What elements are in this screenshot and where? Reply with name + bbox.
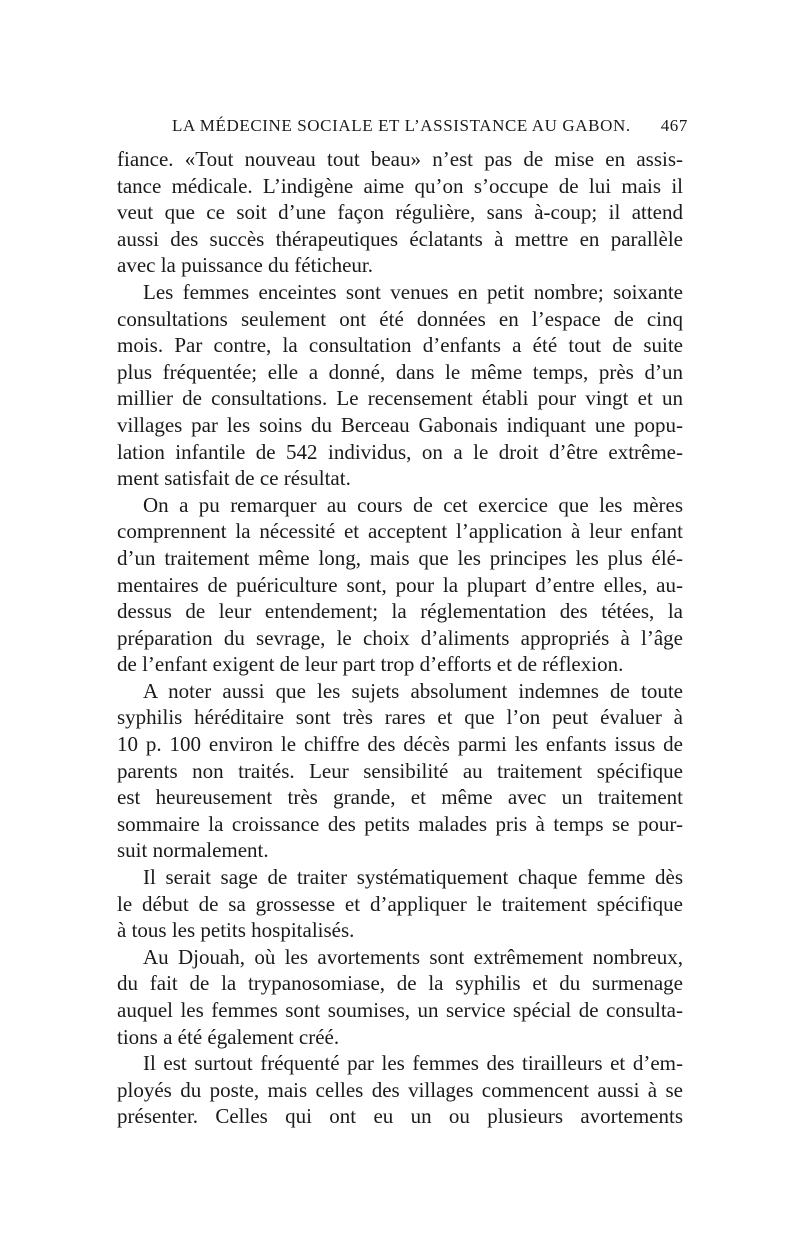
text-line: du fait de la trypanosomiase, de la syphilis et du surmenage: [117, 971, 683, 996]
text-line: sommaire la croissance des petits malades pris à temps se pour-: [117, 811, 683, 836]
text-line: A noter aussi que les sujets absolument indemnes de toute: [143, 678, 683, 703]
text-line: Au Djouah, où les avortements sont extrêmement nombreux,: [143, 944, 683, 969]
text-line: présenter. Celles qui ont eu un ou plusieurs avortements: [117, 1104, 683, 1129]
text-line: 10 p. 100 environ le chiffre des décès parmi les enfants issus de: [117, 732, 683, 757]
text-line: fiance. «Tout nouveau tout beau» n’est pas de mise en assis-: [117, 147, 683, 171]
text-line: d’un traitement même long, mais que les principes les plus élé-: [117, 545, 683, 570]
text-line: mentaires de puériculture sont, pour la plupart d’entre elles, au-: [117, 572, 683, 597]
text-line: Il serait sage de traiter systématiquement chaque femme dès: [143, 865, 683, 890]
text-line: de l’enfant exigent de leur part trop d’efforts et de réflexion.: [117, 652, 624, 677]
text-line: millier de consultations. Le recensement établi pour vingt et un: [117, 386, 683, 411]
text-line: veut que ce soit d’une façon régulière, sans à-coup; il attend: [117, 200, 683, 225]
text-line: consultations seulement ont été données en l’espace de cinq: [117, 306, 683, 331]
text-line: Il est surtout fréquenté par les femmes des tirailleurs et d’em-: [143, 1051, 683, 1076]
text-line: mois. Par contre, la consultation d’enfants a été tout de suite: [117, 333, 683, 358]
text-line: plus fréquentée; elle a donné, dans le même temps, près d’un: [117, 359, 683, 384]
text-line: tance médicale. L’indigène aime qu’on s’occupe de lui mais il: [117, 173, 683, 198]
text-line: ment satisfait de ce résultat.: [117, 466, 351, 491]
text-line: le début de sa grossesse et d’appliquer le traitement spécifique: [117, 891, 683, 916]
page-number: 467: [660, 116, 688, 135]
text-line: ployés du poste, mais celles des villages commencent aussi à se: [117, 1077, 683, 1102]
text-line: auquel les femmes sont soumises, un service spécial de consulta-: [117, 998, 683, 1022]
text-line: à tous les petits hospitalisés.: [117, 918, 355, 943]
text-line: lation infantile de 542 individus, on a le droit d’être extrême-: [117, 439, 683, 464]
text-line: préparation du sevrage, le choix d’aliments appropriés à l’âge: [117, 625, 683, 650]
text-line: syphilis héréditaire sont très rares et que l’on peut évaluer à: [117, 705, 683, 730]
text-line: comprennent la nécessité et acceptent l’application à leur enfant: [117, 519, 683, 544]
text-line: est heureusement très grande, et même avec un traitement: [117, 785, 683, 810]
text-line: On a pu remarquer au cours de cet exercice que les mères: [143, 492, 683, 517]
text-line: villages par les soins du Berceau Gabonais indiquant une popu-: [117, 412, 683, 437]
running-header: [150, 116, 688, 140]
body-text: [117, 146, 683, 1130]
text-line: tions a été également créé.: [117, 1024, 340, 1049]
text-line: parents non traités. Leur sensibilité au traitement spécifique: [117, 758, 683, 783]
text-line: Les femmes enceintes sont venues en petit nombre; soixante: [143, 279, 683, 304]
text-line: suit normalement.: [117, 838, 269, 863]
text-line: aussi des succès thérapeutiques éclatants à mettre en parallèle: [117, 226, 683, 251]
text-line: avec la puissance du féticheur.: [117, 253, 373, 278]
running-title: LA MÉDECINE SOCIALE ET L’ASSISTANCE AU GABON.: [172, 116, 631, 135]
text-line: dessus de leur entendement; la réglementation des tétées, la: [117, 599, 683, 624]
